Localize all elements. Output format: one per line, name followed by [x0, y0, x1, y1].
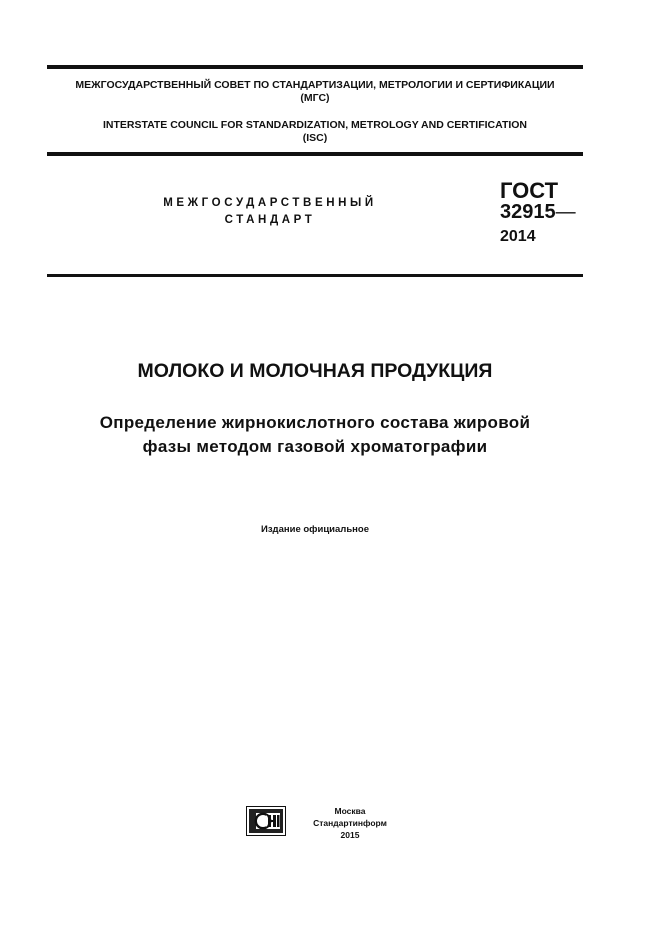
publisher-city: Москва — [334, 806, 366, 816]
designation-number-group — [500, 201, 576, 224]
designation-dash: — — [555, 201, 576, 223]
council-en-name: INTERSTATE COUNCIL FOR STANDARDIZATION, METROLOGY AND CERTIFICATION — [102, 119, 528, 131]
standard-type-line2: СТАНДАРТ — [224, 214, 316, 226]
top-rule — [47, 65, 583, 69]
standartinform-logo-icon — [246, 806, 286, 836]
council-en-abbr: (ISC) — [302, 132, 328, 144]
publisher-year: 2015 — [340, 830, 360, 840]
edition-note: Издание официальное — [261, 524, 369, 535]
document-subtitle-line1: Определение жирнокислотного состава жировой — [99, 413, 531, 432]
designation-prefix: ГОСТ — [500, 178, 559, 203]
council-ru-name: МЕЖГОСУДАРСТВЕННЫЙ СОВЕТ ПО СТАНДАРТИЗАЦИИ, МЕТРОЛОГИИ И СЕРТИФИКАЦИИ — [75, 79, 555, 91]
document-subtitle-line2: фазы методом газовой хроматографии — [142, 437, 488, 456]
header-bottom-rule — [47, 274, 583, 277]
designation-year: 2014 — [500, 228, 536, 245]
designation-number: 32915 — [500, 201, 556, 223]
document-title: МОЛОКО И МОЛОЧНАЯ ПРОДУКЦИЯ — [137, 360, 493, 382]
standard-type-line1: МЕЖГОСУДАРСТВЕННЫЙ — [163, 197, 377, 209]
publisher-name: Стандартинформ — [313, 818, 387, 828]
council-bottom-rule — [47, 152, 583, 156]
council-ru-abbr: (МГС) — [300, 92, 330, 104]
